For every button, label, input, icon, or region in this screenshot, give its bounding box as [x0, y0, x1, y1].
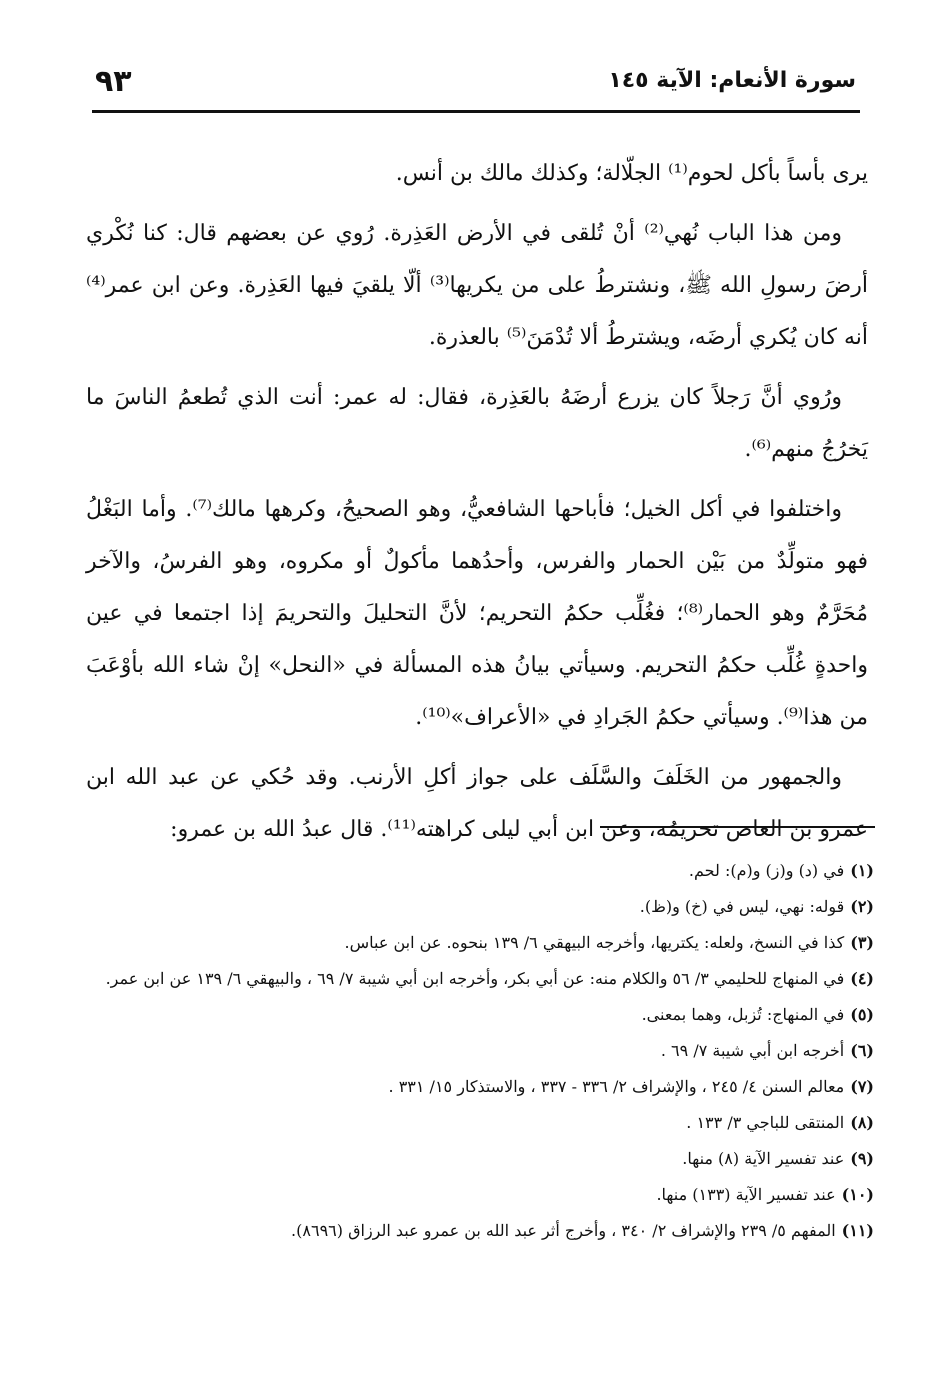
- footnote: [92, 928, 874, 958]
- footnote: [92, 1144, 874, 1174]
- footnote-number: (٥): [850, 1005, 874, 1024]
- footnote-number: (١٠): [841, 1185, 874, 1204]
- running-title: سورة الأنعام: الآية ١٤٥: [608, 68, 856, 93]
- footnote-number: (٦): [850, 1041, 874, 1060]
- footnote-number: (٨): [850, 1113, 874, 1132]
- footnote-number: (٢): [850, 897, 874, 916]
- footnote: [92, 1216, 874, 1246]
- footnote-text: المفهم ٥/ ٢٣٩ والإشراف ٢/ ٣٤٠ ، وأخرج أثر عبد الله بن عمرو عبد الرزاق (٨٦٩٦).: [291, 1221, 836, 1240]
- footnote-divider: [600, 826, 875, 828]
- footnote-number: (١): [850, 861, 874, 880]
- footnote: [92, 1072, 874, 1102]
- paragraph: والجمهور من الخَلَفَ والسَّلَف على جواز أكلِ الأرنب. وقد حُكي عن عبد الله ابن عمرو بن العاص تحريمُه، وعن ابن أبي ليلى كراهته⁽¹¹⁾. قال عبدُ الله بن عمرو:: [86, 765, 868, 842]
- footnote-text: في (د) و(ز) و(م): لحم.: [688, 861, 845, 880]
- header-divider: [92, 110, 860, 113]
- footnote-text: عند تفسير الآية (٨) منها.: [682, 1149, 845, 1168]
- footnote: [92, 892, 874, 922]
- paragraph: واختلفوا في أكل الخيل؛ فأباحها الشافعيُّ، وهو الصحيحُ، وكرهها مالك⁽⁷⁾. وأما البَغْلُ فهو متولِّدٌ من بَيْن الحمار والفرس، وأحدُهما مأكولٌ أو مكروه، وهو الفرسُ، والآخر مُحَرَّمٌ وهو الحمار⁽⁸⁾؛ فغُلِّب حكمُ التحريم؛ لأنَّ التحليلَ والتحريمَ إذا اجتمعا في عين واحدةٍ غُلِّب حكمُ التحريم. وسيأتي بيانُ هذه المسألة في «النحل» إنْ شاء الله بأوْعَبَ من هذا⁽⁹⁾. وسيأتي حكمُ الجَرادِ في «الأعراف»⁽¹⁰⁾.: [86, 497, 868, 730]
- footnote-number: (٩): [850, 1149, 874, 1168]
- footnote-text: عند تفسير الآية (١٣٣) منها.: [656, 1185, 836, 1204]
- footnote: [92, 1180, 874, 1210]
- footnote: [92, 1108, 874, 1138]
- paragraph: ورُوي أنَّ رَجلاً كان يزرع أرضَهُ بالعَذِرة، فقال: له عمر: أنت الذي تُطعمُ الناسَ ما يَخرُجُ منهم⁽⁶⁾.: [86, 385, 868, 462]
- footnote-text: أخرجه ابن أبي شيبة ٧/ ٦٩ .: [660, 1041, 845, 1060]
- footnote-number: (١١): [841, 1221, 874, 1240]
- footnote-number: (٧): [850, 1077, 874, 1096]
- footnote: [92, 1000, 874, 1030]
- footnote-text: في المنهاج للحليمي ٣/ ٥٦ والكلام منه: عن أبي بكر، وأخرجه ابن أبي شيبة ٧/ ٦٩ ، والبيهقي ٦/ ١٣٩ عن ابن عمر.: [105, 969, 845, 988]
- footnote-number: (٤): [850, 969, 874, 988]
- footnote-text: معالم السنن ٤/ ٢٤٥ ، والإشراف ٢/ ٣٣٦ - ٣٣٧ ، والاستذكار ١٥/ ٣٣١ .: [388, 1077, 845, 1096]
- page-number: ٩٣: [95, 64, 132, 99]
- footnote-text: كذا في النسخ، ولعله: يكتريها، وأخرجه البيهقي ٦/ ١٣٩ بنحوه. عن ابن عباس.: [344, 933, 845, 952]
- footnotes: [92, 856, 874, 1252]
- footnote-text: قوله: نهي، ليس في (خ) و(ظ).: [639, 897, 845, 916]
- footnote-text: في المنهاج: تُزبل، وهما بمعنى.: [641, 1005, 845, 1024]
- paragraph: ومن هذا الباب نُهي⁽²⁾ أنْ تُلقى في الأرض العَذِرة. رُوي عن بعضهم قال: كنا نُكْري أرضَ رسولِ الله ﷺ، ونشترطُ على من يكريها⁽³⁾ ألّا يلقيَ فيها العَذِرة. وعن ابن عمر⁽⁴⁾ أنه كان يُكري أرضَه، ويشترطُ ألا تُدْمَنَ⁽⁵⁾ بالعذرة.: [86, 221, 868, 350]
- main-text: [86, 148, 868, 864]
- footnote-text: المنتقى للباجي ٣/ ١٣٣ .: [686, 1113, 845, 1132]
- footnote: [92, 1036, 874, 1066]
- footnote-number: (٣): [850, 933, 874, 952]
- footnote: [92, 964, 874, 994]
- footnote: [92, 856, 874, 886]
- paragraph: يرى بأساً بأكل لحوم⁽¹⁾ الجلّالة؛ وكذلك مالك بن أنس.: [395, 161, 868, 186]
- page-header: [95, 62, 856, 106]
